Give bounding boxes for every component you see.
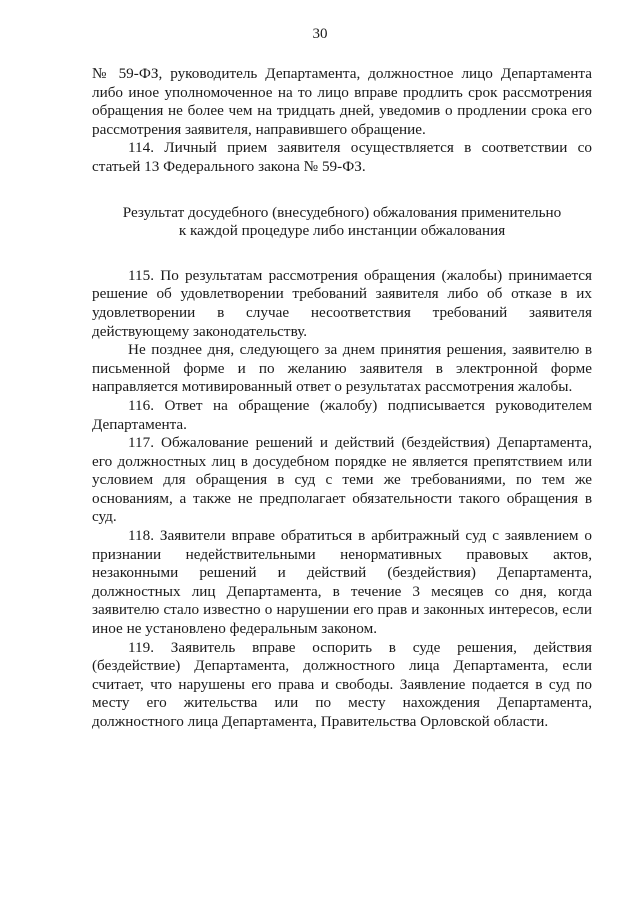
section-heading bbox=[92, 204, 592, 241]
page-number: 30 bbox=[312, 26, 328, 42]
section-heading-line1: Результат досудебного (внесудебного) обжалования применительно bbox=[122, 203, 562, 221]
paragraph-116: 116. Ответ на обращение (жалобу) подписывается руководителем Департамента. bbox=[92, 396, 592, 433]
paragraph-114: 114. Личный прием заявителя осуществляется в соответствии со статьей 13 Федерального закона № 59-ФЗ. bbox=[92, 139, 592, 175]
paragraph-115: 115. По результатам рассмотрения обращения (жалобы) принимается решение об удовлетворении требований заявителя либо об отказе в их удовлетворении в случае несоответствия требований заявителя действующему законодательству. bbox=[92, 266, 592, 340]
paragraph-continuation: № 59-ФЗ, руководитель Департамента, должностное лицо Департамента либо иное уполномоченное на то лицо вправе продлить срок рассмотрения обращения не более чем на тридцать дней, уведомив о продлении срока его рассмотрения заявителя, направившего обращение. bbox=[92, 65, 592, 138]
paragraph-117: 117. Обжалование решений и действий (бездействия) Департамента, его должностных лиц в досудебном порядке не является препятствием или условием для обращения в суд с теми же требованиями, по тем же основаниям, а также не предполагает обязательности такого обращения в суд. bbox=[92, 434, 592, 526]
paragraph-119: 119. Заявитель вправе оспорить в суде решения, действия (бездействие) Департамента, должностного лица Департамента, если считает, что нарушены его права и свободы. Заявление подается в суд по месту его жительства или по месту нахождения Департамента, должностного лица Департамента, Правительства Орловской области. bbox=[92, 638, 592, 730]
paragraph-118: 118. Заявители вправе обратиться в арбитражный суд с заявлением о признании недействительными ненормативных правовых актов, незаконными решений и действий (бездействия) Департамента, должностных лиц Департамента, в течение 3 месяцев со дня, когда заявителю стало известно о нарушении его прав и законных интересов, если иное не установлено федеральным законом. bbox=[92, 527, 592, 638]
document-body bbox=[92, 65, 592, 732]
section-heading-line2: к каждой процедуре либо инстанции обжалования bbox=[178, 222, 506, 240]
paragraph-115-answer: Не позднее дня, следующего за днем принятия решения, заявителю в письменной форме и по желанию заявителя в электронной форме направляется мотивированный ответ о результатах рассмотрения жалобы. bbox=[92, 341, 592, 396]
